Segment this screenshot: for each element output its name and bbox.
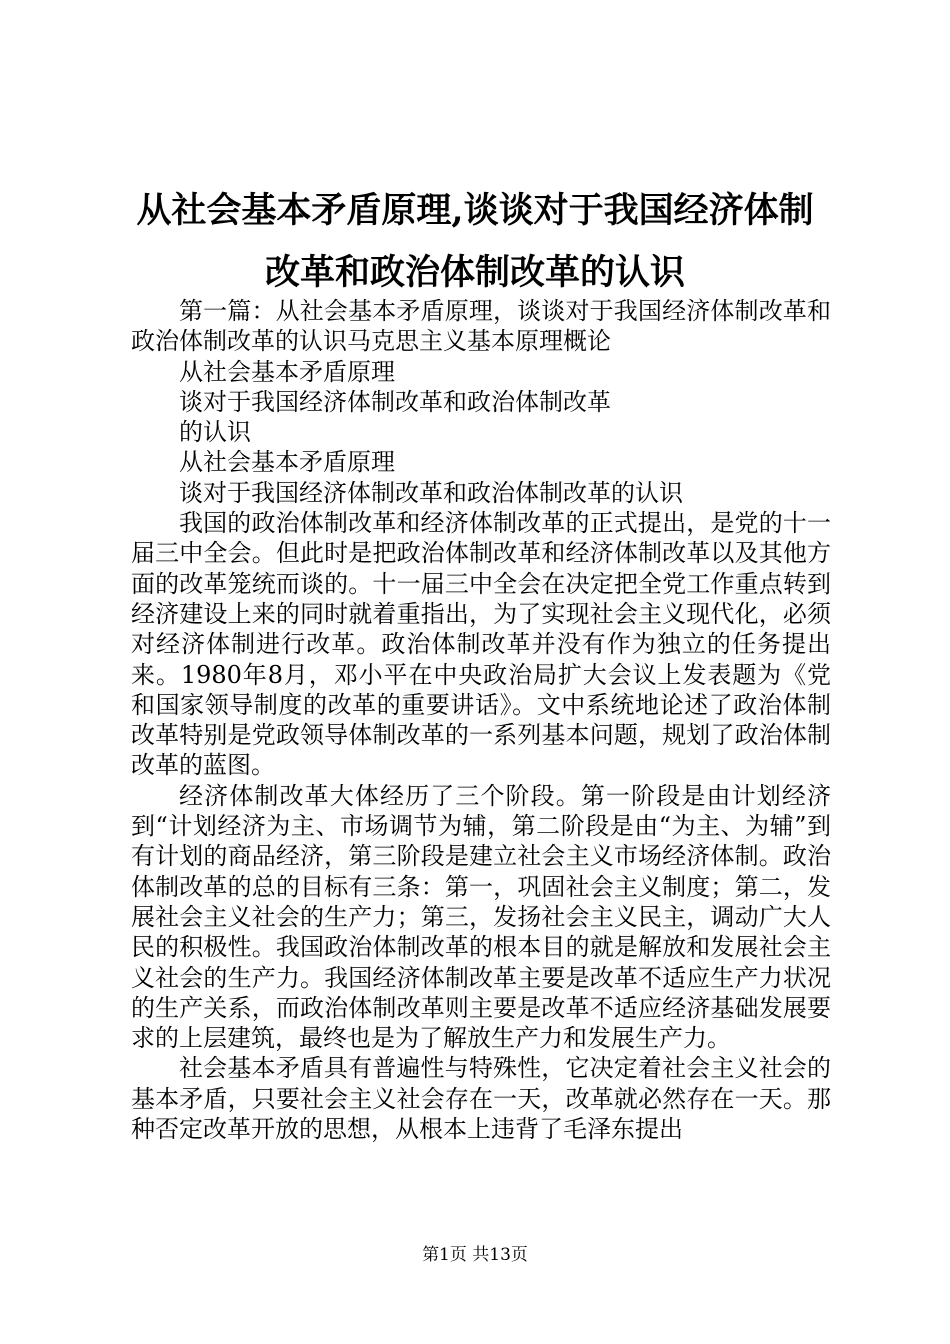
paragraph-6: 谈对于我国经济体制改革和政治体制改革的认识 [179, 478, 683, 507]
paragraph-7: 我国的政治体制改革和经济体制改革的正式提出，是党的十一届三中全会。但此时是把政治体制改革和经济体制改革以及其他方面的改革笼统而谈的。十一届三中全会在决定把全党工作重点转到经济建设上来的同时就着重指出，为了实现社会主义现代化，必须对经济体制进行改革。政治体制改革并没有作为独立的任务提出来。1980年8月，邓小平在中央政治局扩大会议上发表题为《党和国家领导制度的改革的重要讲话》。文中系统地论述了政治体制改革特别是党政领导体制改革的一系列基本问题，规划了政治体制改革的蓝图。 [131, 509, 831, 780]
paragraph-5: 从社会基本矛盾原理 [179, 448, 395, 477]
paragraph-8: 经济体制改革大体经历了三个阶段。第一阶段是由计划经济到“计划经济为主、市场调节为辅，第二阶段是由“为主、为辅”到有计划的商品经济，第三阶段是建立社会主义市场经济体制。政治体制改革的总的目标有三条：第一，巩固社会主义制度；第二，发展社会主义社会的生产力；第三，发扬社会主义民主，调动广大人民的积极性。我国政治体制改革的根本目的就是解放和发展社会主义社会的生产力。我国经济体制改革主要是改革不适应生产力状况的生产关系，而政治体制改革则主要是改革不适应经济基础发展要求的上层建筑，最终也是为了解放生产力和发展生产力。 [131, 781, 831, 1053]
paragraph-3: 谈对于我国经济体制改革和政治体制改革 [179, 387, 611, 416]
title-line-1: 从社会基本矛盾原理,谈谈对于我国经济体制 [136, 190, 814, 231]
page-footer: 第1页 共13页 [422, 1245, 528, 1265]
title-line-2: 改革和政治体制改革的认识 [264, 252, 685, 293]
paragraph-2: 从社会基本矛盾原理 [179, 357, 395, 386]
paragraph-4: 的认识 [179, 418, 251, 447]
paragraph-1: 第一篇：从社会基本矛盾原理，谈谈对于我国经济体制改革和政治体制改革的认识马克思主义基本原理概论 [131, 297, 831, 356]
paragraph-9: 社会基本矛盾具有普遍性与特殊性，它决定着社会主义社会的基本矛盾，只要社会主义社会存在一天，改革就必然存在一天。那种否定改革开放的思想，从根本上违背了毛泽东提出 [131, 1054, 831, 1144]
document-title [120, 180, 830, 304]
document-body [131, 296, 831, 1144]
